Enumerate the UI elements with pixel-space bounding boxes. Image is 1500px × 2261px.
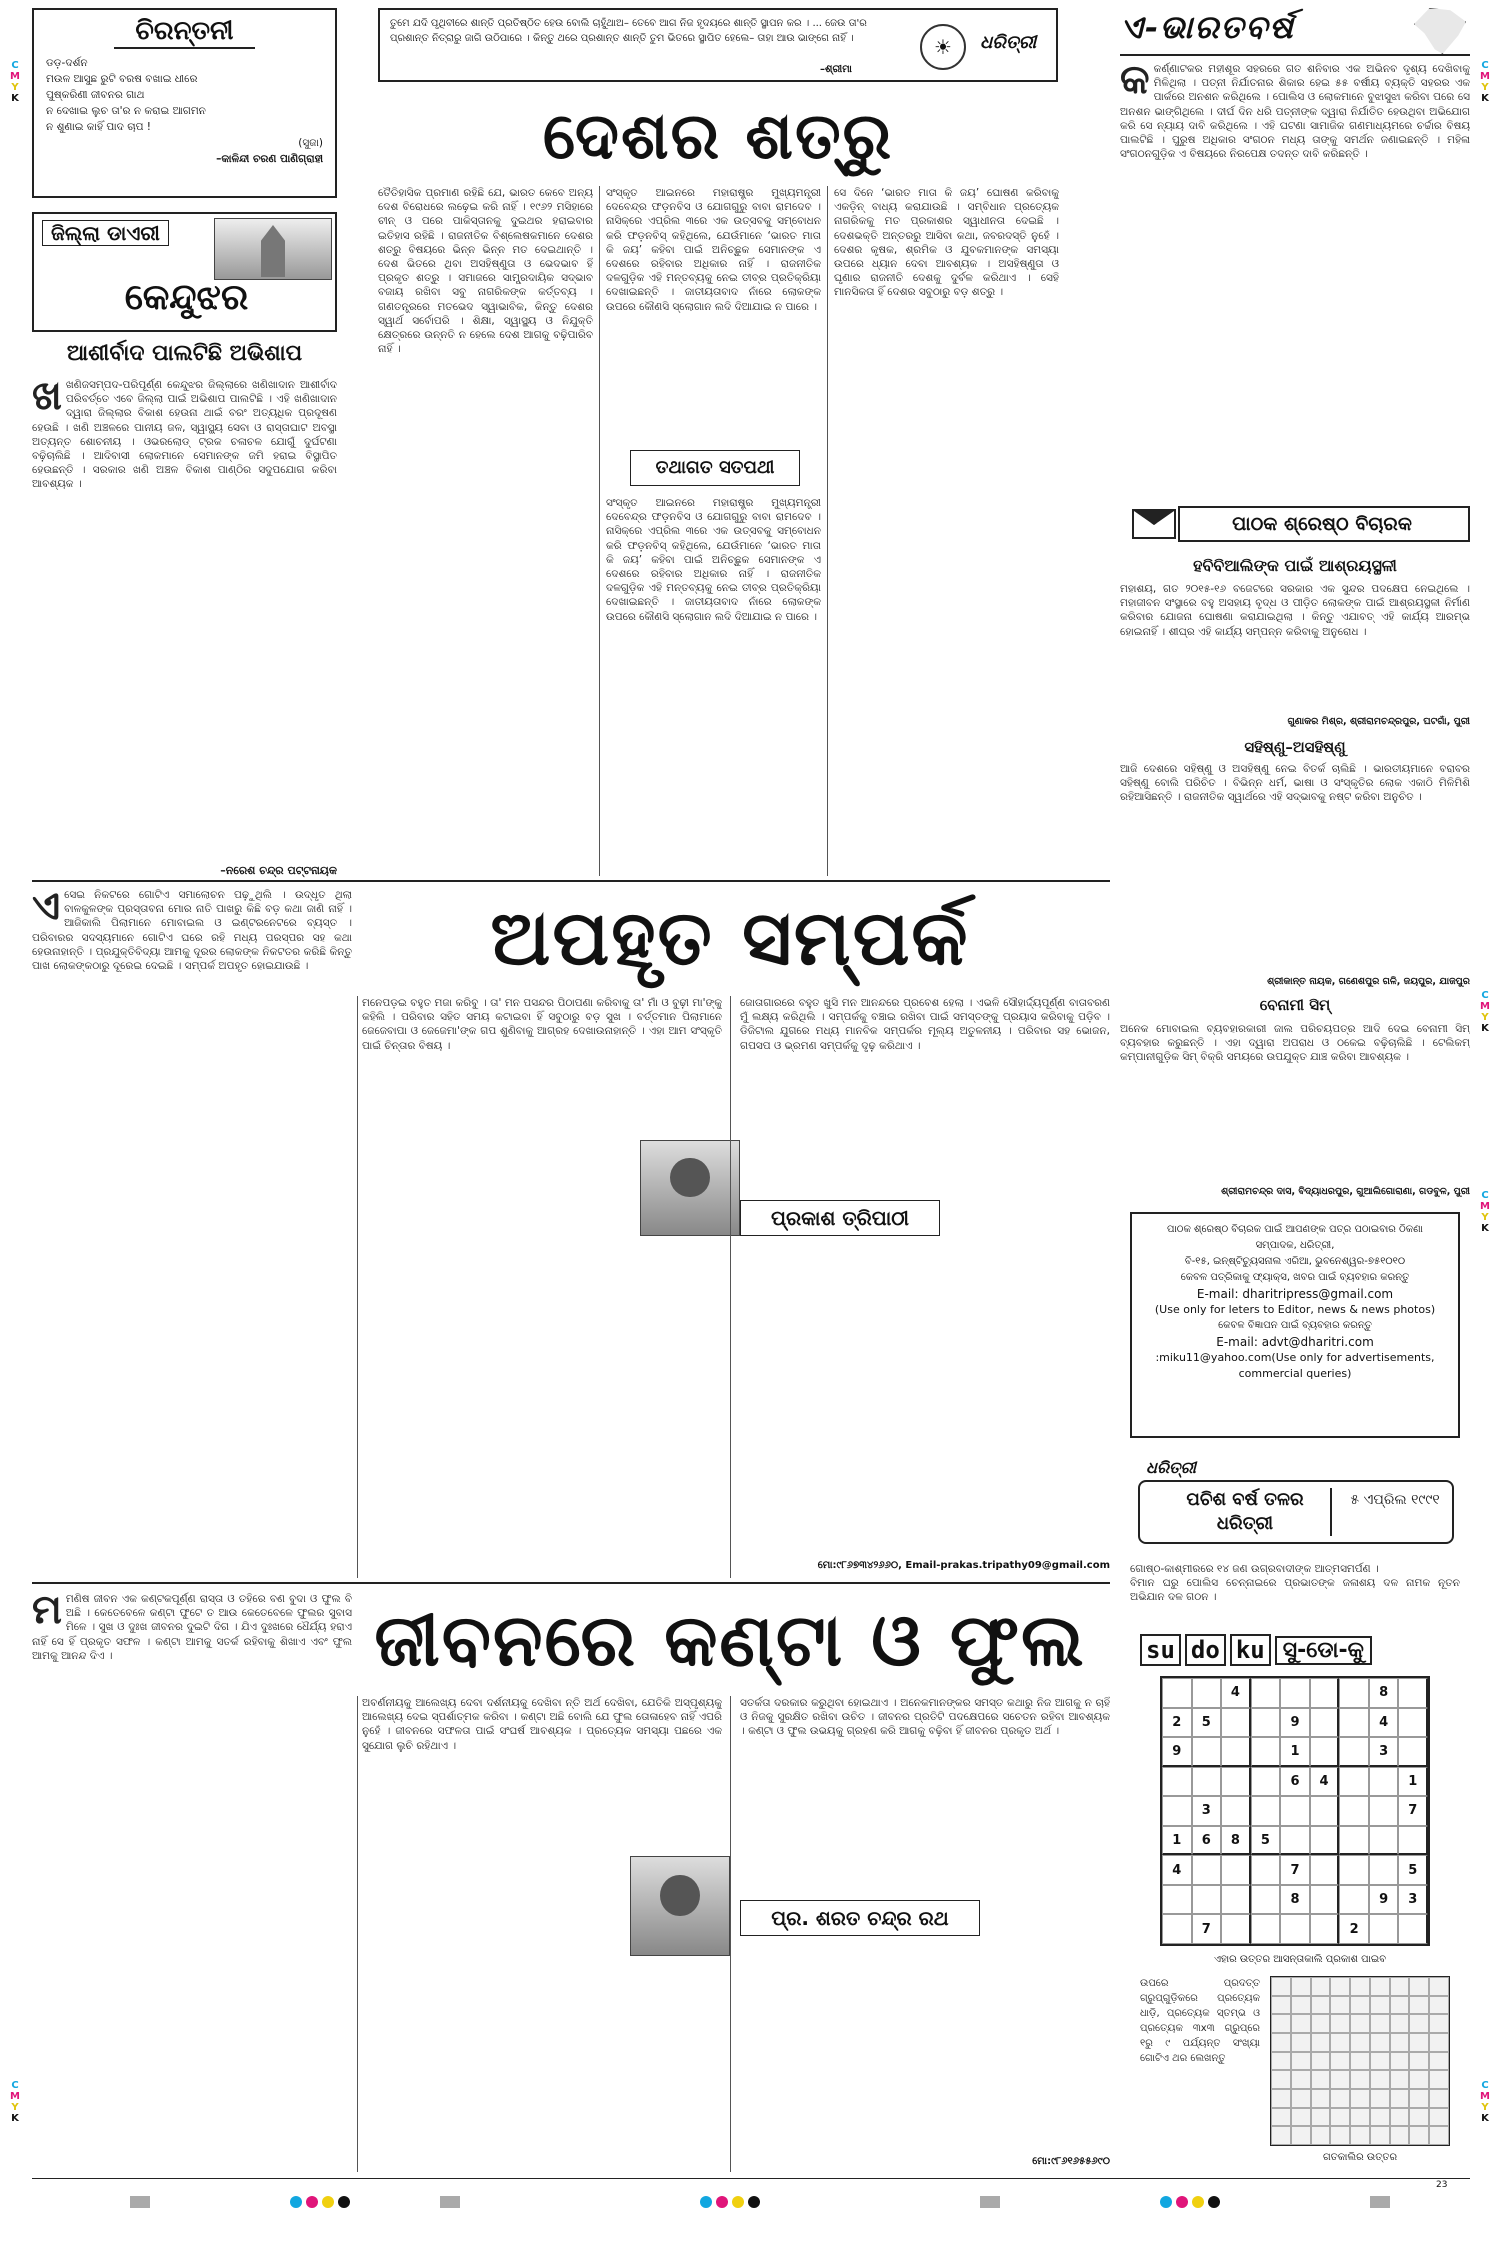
sudoku-cell[interactable] <box>1310 1826 1340 1856</box>
registration-dot-magenta <box>716 2196 728 2208</box>
registration-dot-cyan <box>1160 2196 1172 2208</box>
solution-cell <box>1370 2052 1390 2071</box>
sudoku-cell[interactable]: 7 <box>1280 1855 1310 1885</box>
column-rule <box>730 1696 731 2172</box>
solution-cell <box>1330 2089 1350 2108</box>
sudoku-cell[interactable]: 5 <box>1398 1855 1428 1885</box>
third-col-3: ସତର୍କତା ଦରକାର କରୁଥିବା ହୋଇଥାଏ । ଅନେକମାନଙ୍କର ସମସ୍ତ କଥାରୁ ନିଜ ଆଗକୁ ନ ଚାହିଁ ଓ ନିଜକୁ ସୁରକ୍ଷିତ ରଖିବା ଉଚିତ । ଜୀବନର ପ୍ରତିଟି ପଦକ୍ଷେପରେ ସଚେତନ ରହିବା ଆବଶ୍ୟକ । କଣ୍ଟା ଓ ଫୁଲ ଉଭୟକୁ ଗ୍ରହଣ କରି ଆଗକୁ ବଢ଼ିବା ହିଁ ଜୀବନର ପ୍ରକୃତ ଅର୍ଥ । <box>740 1697 1110 1738</box>
column-rule <box>357 1696 358 2172</box>
editorial-col-3: ସେ ଦିନେ ‘ଭାରତ ମାତା କି ଜୟ’ ଘୋଷଣ କରିବାକୁ ଏକଡ଼ିନ୍ ବାଧ୍ୟ କରାଯାଉଛି । ସମ୍ବିଧାନ ପ୍ରତ୍ୟେକ ନାଗରିକକୁ ମତ ପ୍ରକାଶର ସ୍ୱାଧୀନତା ଦେଇଛି । ଦେଶଭକ୍ତି ଅନ୍ତରରୁ ଆସିବା କଥା, ଜବରଦସ୍ତି ନୁହେଁ । ଦେଶର କୃଷକ, ଶ୍ରମିକ ଓ ଯୁବକମାନଙ୍କ ସମସ୍ୟା ଉପରେ ଧ୍ୟାନ ଦେବା ଆବଶ୍ୟକ । ଅସହିଷ୍ଣୁତା ଓ ଘୃଣାର ରାଜନୀତି ଦେଶକୁ ଦୁର୍ବଳ କରିଥାଏ । ସେହି ମାନସିକତା ହିଁ ଦେଶର ସବୁଠାରୁ ବଡ଼ ଶତ୍ରୁ । <box>834 187 1059 299</box>
solution-cell <box>1429 2126 1449 2145</box>
sudoku-title-do: do <box>1185 1634 1226 1666</box>
solution-cell <box>1390 2052 1410 2071</box>
sudoku-cell[interactable] <box>1310 1678 1340 1708</box>
solution-cell <box>1330 2014 1350 2033</box>
solution-cell <box>1390 1977 1410 1996</box>
solution-cell <box>1271 1996 1291 2015</box>
district-body: ଖଖଣିଜସମ୍ପଦ-ପରିପୂର୍ଣ୍ଣ କେନ୍ଦୁଝର ଜିଲ୍ଲାରେ ଖଣିଖାଦାନ ଆଶୀର୍ବାଦ ପରିବର୍ତ୍ତେ ଏବେ ଜିଲ୍ଲା ପାଇଁ ଅଭିଶାପ ପାଲଟିଛି । ଏହି ଖଣିଖାଦାନ ଦ୍ୱାରା ଜିଲ୍ଲାର ବିକାଶ ହେଉନା ଥାଇଁ ବରଂ ଅତ୍ୟଧିକ ପ୍ରଦୂଷଣ ହେଉଛି । ଖଣି ଅଞ୍ଚଳରେ ପାନୀୟ ଜଳ, ସ୍ୱାସ୍ଥ୍ୟ ସେବା ଓ ରାସ୍ତାଘାଟ ଅବସ୍ଥା ଅତ୍ୟନ୍ତ ଶୋଚନୀୟ । ଓଭରଲୋଡ୍ ଟ୍ରକ ଚଳାଚଳ ଯୋଗୁଁ ଦୁର୍ଘଟଣା ବଢ଼ିଚାଲିଛି । ଆଦିବାସୀ ଲୋକମାନେ ସେମାନଙ୍କ ଜମି ହରାଇ ବିସ୍ଥାପିତ ହେଉଛନ୍ତି । ସରକାର ଖଣି ଅଞ୍ଚଳ ବିକାଶ ପାଣ୍ଠିର ସଦୁପଯୋଗ କରିବା ଆବଶ୍ୟକ । <box>32 378 337 491</box>
sudoku-cell[interactable] <box>1339 1796 1369 1826</box>
sudoku-cell[interactable] <box>1221 1885 1251 1915</box>
sudoku-cell[interactable]: 6 <box>1192 1826 1222 1856</box>
registration-dot-cyan <box>700 2196 712 2208</box>
solution-cell <box>1350 2108 1370 2127</box>
sudoku-cell[interactable] <box>1339 1855 1369 1885</box>
main-headline: ଦେଶର ଶତ୍ରୁ <box>542 99 894 174</box>
sudoku-cell[interactable]: 9 <box>1162 1737 1192 1767</box>
registration-dot-cyan <box>290 2196 302 2208</box>
section-divider <box>32 880 1110 882</box>
solution-cell <box>1291 2052 1311 2071</box>
author-photo <box>640 1140 740 1236</box>
sudoku-cell[interactable]: 7 <box>1192 1914 1222 1944</box>
letter1-body: ମହାଶୟ, ଗତ ୨୦୧୫-୧୬ ବଜେଟରେ ସରକାର ଏକ ସୁନ୍ଦର ପଦକ୍ଷେପ ନେଇଥିଲେ । ମହାଜୀବନ ସଂସ୍ଥାରେ ବହୁ ଅସହାୟ ବୃଦ୍ଧ ଓ ପୀଡ଼ିତ ଲୋକଙ୍କ ପାଇଁ ଆଶ୍ରୟସ୍ଥଳୀ ନିର୍ମାଣ କରିବାର ଯୋଜନା ଘୋଷଣା କରାଯାଇଥିଲା । କିନ୍ତୁ ଏଯାବତ୍ ଏହି କାର୍ଯ୍ୟ ଆରମ୍ଭ ହୋଇନାହିଁ । ଶୀଘ୍ର ଏହି କାର୍ଯ୍ୟ ସମ୍ପନ୍ନ କରିବାକୁ ଅନୁରୋଧ । <box>1120 583 1470 638</box>
sudoku-cell[interactable] <box>1192 1678 1222 1708</box>
sudoku-cell[interactable] <box>1280 1796 1310 1826</box>
solution-cell <box>1271 1977 1291 1996</box>
second-author: ପ୍ରକାଶ ତ୍ରିପାଠୀ <box>740 1200 940 1236</box>
sudoku-cell[interactable]: 4 <box>1162 1855 1192 1885</box>
solution-cell <box>1429 2033 1449 2052</box>
sudoku-cell[interactable] <box>1251 1914 1281 1944</box>
section-divider <box>32 1582 1110 1584</box>
letter2-title: ସହିଷ୍ଣୁ–ଅସହିଷ୍ଣୁ <box>1244 738 1346 756</box>
cmyk-mark-right-top: C M Y K <box>1480 60 1490 104</box>
sudoku-cell[interactable] <box>1192 1767 1222 1797</box>
chirantani-source: (ସୁଜା) <box>298 137 323 149</box>
solution-cell <box>1350 1996 1370 2015</box>
sudoku-cell[interactable] <box>1251 1796 1281 1826</box>
sudoku-cell[interactable] <box>1339 1826 1369 1856</box>
solution-cell <box>1311 2070 1331 2089</box>
sudoku-cell[interactable] <box>1310 1796 1340 1826</box>
sudoku-solution-grid <box>1270 1976 1450 2146</box>
sudoku-cell[interactable]: 5 <box>1251 1826 1281 1856</box>
sudoku-cell[interactable]: 3 <box>1192 1796 1222 1826</box>
solution-cell <box>1271 2089 1291 2108</box>
sudoku-cell[interactable]: 1 <box>1280 1737 1310 1767</box>
sudoku-cell[interactable] <box>1398 1737 1428 1767</box>
third-author: ପ୍ର. ଶରତ ଚନ୍ଦ୍ର ରଥ <box>740 1900 980 1936</box>
sudoku-cell[interactable] <box>1251 1885 1281 1915</box>
letter3-title: ବେନାମୀ ସିମ୍ <box>1259 996 1331 1014</box>
solution-cell <box>1271 2108 1291 2127</box>
quote-text: ତୁମେ ଯଦି ପୃଥିବୀରେ ଶାନ୍ତି ପ୍ରତିଷ୍ଠିତ ହେଉ ବୋଲି ଚାହୁଁଥାଅ– ତେବେ ଆଗ ନିଜ ହୃଦୟରେ ଶାନ୍ତି ସ୍ଥାପନ କର । ... ଜେଉ ତା'ର ପ୍ରଶାନ୍ତ ନିତ୍ରାରୁ ଜାଗି ଉଠିପାରେ । କିନ୍ତୁ ଥରେ ପ୍ରଶାନ୍ତ ଶାନ୍ତି ତୁମ ଭିତରେ ସ୍ଥାପିତ ହେଲେ– ତାହା ଆଉ ଭାଙ୍ଗେ ନାହିଁ । <box>390 18 867 44</box>
sudoku-cell[interactable] <box>1280 1914 1310 1944</box>
solution-cell <box>1291 2089 1311 2108</box>
sudoku-cell[interactable] <box>1310 1708 1340 1738</box>
sudoku-cell[interactable] <box>1251 1767 1281 1797</box>
address-box <box>1130 1212 1460 1438</box>
sudoku-cell[interactable] <box>1310 1885 1340 1915</box>
solution-cell <box>1370 2033 1390 2052</box>
sudoku-cell[interactable] <box>1192 1855 1222 1885</box>
anniversary-items <box>1130 1562 1460 1622</box>
sudoku-cell[interactable] <box>1369 1796 1399 1826</box>
solution-cell <box>1370 2089 1390 2108</box>
letter1-title: ହବିବିଆଲିଙ୍କ ପାଇଁ ଆଶ୍ରୟସ୍ଥଳୀ <box>1193 556 1397 575</box>
solution-cell <box>1350 2052 1370 2071</box>
sudoku-cell[interactable] <box>1162 1914 1192 1944</box>
column-rule <box>827 186 828 876</box>
sudoku-cell[interactable] <box>1221 1855 1251 1885</box>
email-note: (Use only for leters to Editor, news & news photos) <box>1154 1303 1436 1316</box>
solution-cell <box>1429 2108 1449 2127</box>
solution-cell <box>1409 2070 1429 2089</box>
solution-cell <box>1370 2126 1390 2145</box>
solution-cell <box>1311 2033 1331 2052</box>
quote-author: –ଶ୍ରୀମା <box>820 64 852 75</box>
solution-cell <box>1291 2014 1311 2033</box>
ad-email-alt[interactable]: :miku11@yahoo.com(Use only for advertisements, commercial queries) <box>1155 1351 1435 1380</box>
sudoku-cell[interactable] <box>1280 1678 1310 1708</box>
anniversary-label: ପଚିଶ ବର୍ଷ ତଳର ଧରିତ୍ରୀ <box>1186 1489 1304 1534</box>
solution-cell <box>1291 2108 1311 2127</box>
letter1-author: ଗୁଣାକର ମିଶ୍ର, ଶ୍ରୀରାମଚନ୍ଦ୍ରପୁର, ଘଟଗାଁ, ପୁରୀ <box>1287 716 1470 727</box>
chirantani-line: ମଉଳ ଆସୁଛ ରୁଟି ବରଷ ବଖାଇ ଧୀରେ <box>46 73 198 85</box>
solution-cell <box>1311 1977 1331 1996</box>
print-grey-block <box>980 2196 1000 2208</box>
footer-rule <box>32 2178 1470 2179</box>
solution-cell <box>1330 2126 1350 2145</box>
sudoku-cell[interactable] <box>1398 1708 1428 1738</box>
solution-cell <box>1291 2033 1311 2052</box>
solution-cell <box>1390 2089 1410 2108</box>
sudoku-cell[interactable]: 8 <box>1369 1678 1399 1708</box>
temple-icon <box>214 218 332 280</box>
solution-cell <box>1311 2108 1331 2127</box>
solution-cell <box>1311 2014 1331 2033</box>
solution-cell <box>1409 2052 1429 2071</box>
sudoku-cell[interactable] <box>1339 1678 1369 1708</box>
address-line: ସମ୍ପାଦକ, ଧରିତ୍ରୀ, <box>1255 1240 1335 1251</box>
solution-cell <box>1429 2070 1449 2089</box>
sudoku-cell[interactable]: 1 <box>1162 1826 1192 1856</box>
sudoku-cell[interactable] <box>1310 1855 1340 1885</box>
second-footer: ମୋ:୯୮୬୭୩୪୨୬୬୦, Email-prakas.tripathy09@gmail.com <box>817 1560 1110 1571</box>
sudoku-cell[interactable] <box>1251 1708 1281 1738</box>
sudoku-cell[interactable]: 1 <box>1398 1767 1428 1797</box>
solution-cell <box>1291 1977 1311 1996</box>
sudoku-cell[interactable] <box>1369 1914 1399 1944</box>
sudoku-cell[interactable] <box>1339 1885 1369 1915</box>
registration-dot-magenta <box>1176 2196 1188 2208</box>
solution-cell <box>1271 2052 1291 2071</box>
sudoku-cell[interactable]: 3 <box>1398 1885 1428 1915</box>
solution-cell <box>1350 2033 1370 2052</box>
solution-cell <box>1350 1977 1370 1996</box>
solution-cell <box>1350 2126 1370 2145</box>
anniversary-item: ଗୋଷ୍ଠ-କାଶ୍ମୀରରେ ୧୪ ଜଣ ଉଗ୍ରବାଦୀଙ୍କ ଆତ୍ମସମର୍ପଣ । <box>1130 1563 1379 1575</box>
solution-cell <box>1271 2126 1291 2145</box>
chirantani-title: ଚିରନ୍ତନୀ <box>114 16 255 49</box>
ad-note: କେବଳ ବିଜ୍ଞାପନ ପାଇଁ ବ୍ୟବହାର କରନ୍ତୁ <box>1218 1320 1372 1331</box>
district-diary-label: ଜିଲ୍ଲା ଡାଏରୀ <box>42 220 169 246</box>
solution-cell <box>1311 2126 1331 2145</box>
letter3-author: ଶ୍ରୀରାମଚନ୍ଦ୍ର ଦାସ, ବିଦ୍ୟାଧରପୁର, ଗୁଆଲିଗୋରାଣା, ଗଡବୁଳ, ପୁରୀ <box>1221 1186 1470 1197</box>
sudoku-cell[interactable]: 7 <box>1398 1796 1428 1826</box>
registration-dot-black <box>748 2196 760 2208</box>
editorial-col-1: ତୈତିହାସିକ ପ୍ରମାଣ ରହିଛି ଯେ, ଭାରତ କେବେ ଅନ୍ୟ ଦେଶ ବିରୋଧରେ ଲଢ଼େଇ କରି ନାହିଁ । ୧୯୬୨ ମସିହାରେ ଚୀନ୍ ଓ ପରେ ପାକିସ୍ତାନକୁ ଦୁଇଥର ହରାଇବାର ଇତିହାସ ରହିଛି । ରାଜନୀତିକ ବିଶ୍ଲେଷକମାନେ ଦେଶର ଶତ୍ରୁ ବିଷୟରେ ଭିନ୍ନ ଭିନ୍ନ ମତ ଦେଇଥାନ୍ତି । ଦେଶ ଭିତରେ ଥିବା ଅସହିଷ୍ଣୁତା ଓ ଭେଦଭାବ ହିଁ ପ୍ରକୃତ ଶତ୍ରୁ । ସମାଜରେ ସାମ୍ପ୍ରଦାୟିକ ସଦ୍ଭାବ ବଜାୟ ରଖିବା ସବୁ ନାଗରିକଙ୍କ କର୍ତ୍ତବ୍ୟ । ଗଣତନ୍ତ୍ରରେ ମତଭେଦ ସ୍ୱାଭାବିକ, କିନ୍ତୁ ଦେଶର ସ୍ୱାର୍ଥ ସର୍ବୋପରି । ଶିକ୍ଷା, ସ୍ୱାସ୍ଥ୍ୟ ଓ ନିଯୁକ୍ତି କ୍ଷେତ୍ରରେ ଉନ୍ନତି ନ ହେଲେ ଦେଶ ଆଗକୁ ବଢ଼ିପାରିବ ନାହିଁ । <box>378 187 593 356</box>
letter3-body: ଅନେକ ମୋବାଇଲ ବ୍ୟବହାରକାରୀ ଜାଲ ପରିଚୟପତ୍ର ଆଦି ଦେଇ ବେନାମୀ ସିମ୍ ବ୍ୟବହାର କରୁଛନ୍ତି । ଏହା ଦ୍ୱାରା ଅପରାଧ ଓ ଠକେଇ ବଢ଼ିଚାଲିଛି । ଟେଲିକମ୍ କମ୍ପାନୀଗୁଡ଼ିକ ସିମ୍ ବିକ୍ରି ସମୟରେ ଉପଯୁକ୍ତ ଯାଞ୍ଚ କରିବା ଆବଶ୍ୟକ । <box>1120 1023 1470 1064</box>
solution-cell <box>1271 2014 1291 2033</box>
cmyk-mark-left-top: C M Y K <box>10 60 20 104</box>
sudoku-cell[interactable]: 8 <box>1280 1885 1310 1915</box>
sudoku-title-odia: ସୁ-ଡୋ-କୁ <box>1275 1636 1372 1665</box>
district-author: –ନରେଶ ଚନ୍ଦ୍ର ପଟ୍ଟନାୟକ <box>220 864 337 877</box>
solution-cell <box>1350 2070 1370 2089</box>
solution-cell <box>1291 2126 1311 2145</box>
solution-cell <box>1330 1996 1350 2015</box>
envelope-icon <box>1132 509 1176 539</box>
sudoku-cell[interactable] <box>1398 1826 1428 1856</box>
sudoku-cell[interactable] <box>1162 1796 1192 1826</box>
column-rule <box>357 996 358 1578</box>
sudoku-cell[interactable] <box>1221 1914 1251 1944</box>
editorial-author: ତଥାଗତ ସତପଥୀ <box>630 450 800 486</box>
reader-banner-title: ପାଠକ ଶ୍ରେଷ୍ଠ ବିଚାରକ <box>1232 513 1412 535</box>
chirantani-author: –କାଳିନ୍ଦୀ ଚରଣ ପାଣିଗ୍ରାହୀ <box>216 153 323 165</box>
sudoku-cell[interactable]: 4 <box>1369 1708 1399 1738</box>
sudoku-cell[interactable]: 9 <box>1280 1708 1310 1738</box>
solution-cell <box>1330 1977 1350 1996</box>
sudoku-cell[interactable]: 8 <box>1221 1826 1251 1856</box>
sudoku-cell[interactable] <box>1251 1737 1281 1767</box>
sudoku-title-su: su <box>1140 1634 1181 1666</box>
solution-cell <box>1330 2033 1350 2052</box>
second-col-3: ଜୋତାଗାରରେ ବହୁତ ଖୁସି ମନ ଆନନ୍ଦରେ ପ୍ରବେଶ ହେଲା । ଏଭଳି ସୌହାର୍ଦ୍ଦ୍ୟପୂର୍ଣ୍ଣ ବାତାବରଣ ମୁଁ ଲକ୍ଷ୍ୟ କରିଥିଲି । ସମ୍ପର୍କକୁ ବଞ୍ଚାଇ ରଖିବା ପାଇଁ ସମସ୍ତଙ୍କୁ ପ୍ରୟାସ କରିବାକୁ ପଡ଼ିବ । ଡିଜିଟାଲ ଯୁଗରେ ମଧ୍ୟ ମାନବିକ ସମ୍ପର୍କର ମୂଲ୍ୟ ଅତୁଳନୀୟ । ପରିବାର ସହ ଭୋଜନ, ଗପସପ ଓ ଭ୍ରମଣ ସମ୍ପର୍କକୁ ଦୃଢ଼ କରିଥାଏ । <box>740 997 1110 1052</box>
solution-cell <box>1390 2108 1410 2127</box>
solution-cell <box>1429 1977 1449 1996</box>
sudoku-cell[interactable]: 5 <box>1192 1708 1222 1738</box>
solution-cell <box>1350 2014 1370 2033</box>
sudoku-title-ku: ku <box>1230 1634 1271 1666</box>
sudoku-cell[interactable] <box>1192 1885 1222 1915</box>
solution-cell <box>1330 2070 1350 2089</box>
solution-cell <box>1390 2014 1410 2033</box>
registration-dot-black <box>338 2196 350 2208</box>
anniversary-date: ୫ ଏପ୍ରିଲ ୧୯୯୧ <box>1350 1492 1440 1508</box>
address-title: ପାଠକ ଶ୍ରେଷ୍ଠ ବିଚାରକ ପାଇଁ ଆପଣଙ୍କ ପତ୍ର ପଠାଇବାର ଠିକଣା <box>1167 1224 1423 1235</box>
sudoku-cell[interactable] <box>1162 1767 1192 1797</box>
solution-cell <box>1370 1996 1390 2015</box>
second-col-1: ଏସେଇ ନିକଟରେ ଗୋଟିଏ ସମାଲୋଚନ ପଢ଼ୁଥିଲି । ଉଦ୍ଧୃତ ଥିଲା ବାଳକୁଳଙ୍କ ପ୍ରସ୍ତାବନା ମୋର ନାତି ପାଖରୁ କିଛି ବଡ଼ କଥା ଜାଣି ନାହିଁ । ଆଜିକାଲି ପିଲାମାନେ ମୋବାଇଲ ଓ ଇଣ୍ଟରନେଟରେ ବ୍ୟସ୍ତ । ପରିବାରର ସଦସ୍ୟମାନେ ଗୋଟିଏ ଘରେ ରହି ମଧ୍ୟ ପରସ୍ପର ସହ କଥା ହେଉନାହାନ୍ତି । ପ୍ରଯୁକ୍ତିବିଦ୍ୟା ଆମକୁ ଦୂରର ଲୋକଙ୍କ ନିକଟତର କରିଛି କିନ୍ତୁ ପାଖ ଲୋକଙ୍କଠାରୁ ଦୂରେଇ ଦେଇଛି । ସମ୍ପର୍କ ଅପହୃତ ହୋଇଯାଉଛି । <box>32 888 352 973</box>
sudoku-cell[interactable] <box>1221 1767 1251 1797</box>
print-grey-block <box>130 2196 150 2208</box>
solution-cell <box>1271 2070 1291 2089</box>
solution-cell <box>1291 1996 1311 2015</box>
third-col-1: ମମଣିଷ ଜୀବନ ଏକ କଣ୍ଟକପୂର୍ଣ୍ଣ ରାସ୍ତା ଓ ତହିରେ ବଣ ବୁଦା ଓ ଫୁଲ ବି ଅଛି । କେତେବେଳେ କଣ୍ଟା ଫୁଟେ ତ ଆଉ କେତେବେଳେ ଫୁଲର ସୁବାସ ମିଳେ । ସୁଖ ଓ ଦୁଃଖ ଜୀବନର ଦୁଇଟି ଦିଗ । ଯିଏ ଦୁଃଖରେ ଧୈର୍ଯ୍ୟ ହରାଏ ନାହିଁ ସେ ହିଁ ପ୍ରକୃତ ସଫଳ । କଣ୍ଟା ଆମକୁ ସତର୍କ ରହିବାକୁ ଶିଖାଏ ଏବଂ ଫୁଲ ଆମକୁ ଆନନ୍ଦ ଦିଏ । <box>32 1592 352 1662</box>
anniversary-item: ବିମାନ ଘରୁ ପୋଲିସ ଚେନ୍ନାଇରେ ପ୍ରଭାତଙ୍କ ଜଳାଶୟ ଦଳ ନାମକ ନୂତନ ଅଭିଯାନ ଦଳ ଗଠନ । <box>1130 1577 1460 1604</box>
sudoku-cell[interactable]: 2 <box>1162 1708 1192 1738</box>
sudoku-instructions: ଉପରେ ପ୍ରଦତ୍ତ ଗ୍ରୁପ୍‌ଗୁଡ଼ିକରେ ପ୍ରତ୍ୟେକ ଧାଡ଼ି, ପ୍ରତ୍ୟେକ ସ୍ତମ୍ଭ ଓ ପ୍ରତ୍ୟେକ ୩x୩ ଗ୍ରୁପ୍‌ରେ ୧ରୁ ୯ ପର୍ଯ୍ୟନ୍ତ ସଂଖ୍ୟା ଗୋଟିଏ ଥର ଲେଖନ୍ତୁ <box>1140 1978 1260 2064</box>
sudoku-caption: ଏହାର ଉତ୍ତର ଆସନ୍ତାକାଲି ପ୍ରକାଶ ପାଇବ <box>1213 1954 1387 1965</box>
cmyk-mark-right-bottom: C M Y K <box>1480 2080 1490 2124</box>
chirantani-line: ପୁଷ୍କରିଣୀ ଜୀବନର ଗାଥ <box>46 89 145 101</box>
letter2-body: ଆଜି ଦେଶରେ ସହିଷ୍ଣୁ ଓ ଅସହିଷ୍ଣୁ ନେଇ ବିତର୍କ ଚାଲିଛି । ଭାରତୀୟମାନେ ବରାବର ସହିଷ୍ଣୁ ବୋଲି ପରିଚିତ । ବିଭିନ୍ନ ଧର୍ମ, ଭାଷା ଓ ସଂସ୍କୃତିର ଲୋକ ଏକାଠି ମିଳିମିଶି ରହିଆସିଛନ୍ତି । ରାଜନୀତିକ ସ୍ୱାର୍ଥରେ ଏହି ସଦ୍ଭାବକୁ ନଷ୍ଟ କରିବା ଅନୁଚିତ । <box>1120 763 1470 804</box>
second-headline: ଅପହୃତ ସମ୍ପର୍କ <box>490 893 970 982</box>
sudoku-cell[interactable] <box>1369 1855 1399 1885</box>
sudoku-title <box>1140 1630 1460 1670</box>
sun-icon: ☀ <box>920 24 966 70</box>
solution-cell <box>1390 2033 1410 2052</box>
editorial-col-2b: ସଂସ୍କୃତ ଆଇନରେ ମହାରାଷ୍ଟ୍ର ମୁଖ୍ୟମନ୍ତ୍ରୀ ଦେବେନ୍ଦ୍ର ଫଡ଼ନବିସ ଓ ଯୋଗଗୁରୁ ବାବା ରାମଦେବ । ନାସିକ୍‌ରେ ଏପ୍ରିଲ ୩ରେ ଏକ ଉତ୍ସବକୁ ସମ୍ବୋଧନ କରି ଫଡ଼ନବିସ୍ କହିଥିଲେ, ଯେଉଁମାନେ ‘ଭାରତ ମାତା କି ଜୟ’ କହିବା ପାଇଁ ଅନିଚ୍ଛୁକ ସେମାନଙ୍କ ଏ ଦେଶରେ ରହିବାର ଅଧିକାର ନାହିଁ । ରାଜନୀତିକ ଦଳଗୁଡ଼ିକ ଏହି ମନ୍ତବ୍ୟକୁ ନେଇ ତୀବ୍ର ପ୍ରତିକ୍ରିୟା ଦେଖାଇଛନ୍ତି । ଜାତୀୟତାବାଦ ନାଁରେ ଲୋକଙ୍କ ଉପରେ କୌଣସି ସ୍ଲୋଗାନ ଲଦି ଦିଆଯାଇ ନ ପାରେ । <box>606 497 821 623</box>
email-link[interactable]: E-mail: dharitripress@gmail.com <box>1196 1287 1394 1301</box>
district-headline: ଆଶୀର୍ବାଦ ପାଲଟିଛି ଅଭିଶାପ <box>66 340 303 366</box>
registration-dot-yellow <box>1192 2196 1204 2208</box>
solution-cell <box>1370 2014 1390 2033</box>
sudoku-cell[interactable] <box>1310 1737 1340 1767</box>
sudoku-cell[interactable] <box>1192 1737 1222 1767</box>
anniversary-logo: ଧରିତ୍ରୀ <box>1146 1458 1196 1477</box>
sudoku-solution-label: ଗତକାଲିର ଉତ୍ତର <box>1322 2152 1398 2163</box>
sudoku-cell[interactable]: 4 <box>1310 1767 1340 1797</box>
anniversary-frame <box>1138 1480 1454 1544</box>
sudoku-cell[interactable] <box>1221 1708 1251 1738</box>
print-grey-block <box>440 2196 460 2208</box>
sudoku-cell[interactable] <box>1398 1914 1428 1944</box>
solution-cell <box>1409 2014 1429 2033</box>
solution-cell <box>1311 2052 1331 2071</box>
column-rule <box>730 996 731 1578</box>
solution-cell <box>1311 1996 1331 2015</box>
chirantani-line: ନ ଦେଖାଇ ଲୁଚ ତା'ର ନ କରାଇ ଆଗମନ <box>46 105 206 117</box>
column-rule <box>599 186 600 876</box>
solution-cell <box>1390 2070 1410 2089</box>
solution-cell <box>1390 1996 1410 2015</box>
solution-cell <box>1311 2089 1331 2108</box>
registration-dot-magenta <box>306 2196 318 2208</box>
sudoku-cell[interactable] <box>1251 1855 1281 1885</box>
solution-cell <box>1409 2089 1429 2108</box>
third-col-2: ଅବର୍ଣନୀୟକୁ ଆଲେଖ୍ୟ ଦେବା ଦର୍ଶନୀୟକୁ ଦେଖିବା ନ୍ତି ଅର୍ଥ ଦେଖିବା, ଯେତିକି ଅସ୍ପୃଶ୍ୟକୁ ଆଲେଖ୍ୟ ଦେଇ ସ୍ପର୍ଶାତ୍ମକ କରିବା । କଣ୍ଟା ଅଛି ବୋଲି ଯେ ଫୁଲ ତୋଳାହେବ ନାହିଁ ଏପରି ନୁହେଁ । ଜୀବନରେ ସଫଳତା ପାଇଁ ସଂଘର୍ଷ ଆବଶ୍ୟକ । ପ୍ରତ୍ୟେକ ସମସ୍ୟା ପଛରେ ଏକ ସୁଯୋଗ ଲୁଚି ରହିଥାଏ । <box>362 1697 722 1752</box>
anniversary-box <box>1130 1458 1460 1558</box>
sudoku-grid[interactable] <box>1160 1676 1430 1946</box>
chirantani-line: ଡଡ଼-ଦର୍ଶନ <box>46 57 88 69</box>
sudoku-cell[interactable]: 3 <box>1369 1737 1399 1767</box>
solution-cell <box>1390 2126 1410 2145</box>
sudoku-cell[interactable] <box>1221 1796 1251 1826</box>
solution-cell <box>1409 2108 1429 2127</box>
ebharat-body: କକର୍ଣ୍ଣାଟକର ମହୀଶୂର ସହରରେ ଗତ ଶନିବାର ଏକ ଅଭିନବ ଦୃଶ୍ୟ ଦେଖିବାକୁ ମିଳିଥିଲା । ପତ୍ନୀ ନିର୍ଯାତନାର ଶିକାର ହେଇ ୫୫ ବର୍ଷୀୟ ବ୍ୟକ୍ତି ସହରର ଏକ ପାର୍କରେ ଅନଶନ କରିଥିଲେ । ପୋଲିସ ଓ ଲୋକମାନେ ବୁଝାସୁଝା କରିବା ପରେ ସେ ଅନଶନ ଭାଙ୍ଗିଥିଲେ । ଦୀର୍ଘ ଦିନ ଧରି ପତ୍ନୀଙ୍କ ଦ୍ୱାରା ନିର୍ଯାତିତ ହେଉଥିବା ଅଭିଯୋଗ କରି ସେ ନ୍ୟାୟ ଦାବି କରିଥିଲେ । ଏହି ଘଟଣା ସାମାଜିକ ଗଣମାଧ୍ୟମରେ ଚର୍ଚ୍ଚାର ବିଷୟ ପାଲଟିଛି । ପୁରୁଷ ଅଧିକାର ସଂଗଠନ ମଧ୍ୟ ତାଙ୍କୁ ସମର୍ଥନ ଜଣାଇଛନ୍ତି । ମହିଳା ସଂଗଠନଗୁଡ଼ିକ ଏ ବିଷୟରେ ନିରପେକ୍ଷ ତଦନ୍ତ ଦାବି କରିଛନ୍ତି । <box>1120 62 1470 161</box>
cmyk-mark-right-mid2: C M Y K <box>1480 1190 1490 1234</box>
sudoku-cell[interactable] <box>1339 1767 1369 1797</box>
chirantani-line: ନ ଶୁଣାଇ କାହିଁ ପାଦ ଚାପ ! <box>46 121 151 133</box>
print-grey-block <box>1370 2196 1390 2208</box>
sudoku-cell[interactable] <box>1162 1678 1192 1708</box>
solution-cell <box>1330 2052 1350 2071</box>
sudoku-cell[interactable] <box>1339 1737 1369 1767</box>
registration-dot-yellow <box>732 2196 744 2208</box>
ad-email-link[interactable]: E-mail: advt@dharitri.com <box>1216 1335 1374 1349</box>
registration-dot-yellow <box>322 2196 334 2208</box>
solution-cell <box>1370 2070 1390 2089</box>
solution-cell <box>1350 2089 1370 2108</box>
cmyk-mark-left-bottom: C M Y K <box>10 2080 20 2124</box>
sudoku-cell[interactable]: 9 <box>1369 1885 1399 1915</box>
solution-cell <box>1429 2014 1449 2033</box>
editorial-col-2a: ସଂସ୍କୃତ ଆଇନରେ ମହାରାଷ୍ଟ୍ର ମୁଖ୍ୟମନ୍ତ୍ରୀ ଦେବେନ୍ଦ୍ର ଫଡ଼ନବିସ ଓ ଯୋଗଗୁରୁ ବାବା ରାମଦେବ । ନାସିକ୍‌ରେ ଏପ୍ରିଲ ୩ରେ ଏକ ଉତ୍ସବକୁ ସମ୍ବୋଧନ କରି ଫଡ଼ନବିସ୍ କହିଥିଲେ, ଯେଉଁମାନେ ‘ଭାରତ ମାତା କି ଜୟ’ କହିବା ପାଇଁ ଅନିଚ୍ଛୁକ ସେମାନଙ୍କ ଏ ଦେଶରେ ରହିବାର ଅଧିକାର ନାହିଁ । ରାଜନୀତିକ ଦଳଗୁଡ଼ିକ ଏହି ମନ୍ତବ୍ୟକୁ ନେଇ ତୀବ୍ର ପ୍ରତିକ୍ରିୟା ଦେଖାଇଛନ୍ତି । ଜାତୀୟତାବାଦ ନାଁରେ ଲୋକଙ୍କ ଉପରେ କୌଣସି ସ୍ଲୋଗାନ ଲଦି ଦିଆଯାଇ ନ ପାରେ । <box>606 187 821 313</box>
sudoku-cell[interactable]: 6 <box>1280 1767 1310 1797</box>
solution-cell <box>1409 1977 1429 1996</box>
solution-cell <box>1429 1996 1449 2015</box>
dharitri-label: ଧରିତ୍ରୀ <box>980 32 1037 53</box>
district-diary-header <box>32 212 337 332</box>
sudoku-cell[interactable] <box>1369 1767 1399 1797</box>
solution-cell <box>1409 2126 1429 2145</box>
reader-banner <box>1178 506 1470 542</box>
solution-cell <box>1330 2108 1350 2127</box>
registration-dot-black <box>1208 2196 1220 2208</box>
third-headline: ଜୀବନରେ କଣ୍ଟା ଓ ଫୁଲ <box>374 1597 1086 1682</box>
sudoku-cell[interactable]: 2 <box>1339 1914 1369 1944</box>
letter2-author: ଶ୍ରୀକାନ୍ତ ନାୟକ, ଗଣେଶପୁର ଗଳି, ଜୟପୁର, ଯାଜପୁର <box>1267 976 1470 987</box>
page-number: 23 <box>1436 2180 1448 2190</box>
address-line: ବି-୧୫, ଇନ୍‌ଷ୍ଟିଚ୍ୟୁସନାଲ ଏରିଆ, ଭୁବନେଶ୍ୱର-୭୫୧୦୧୦ <box>1184 1256 1406 1267</box>
solution-cell <box>1409 2033 1429 2052</box>
solution-cell <box>1370 2108 1390 2127</box>
author-photo-2 <box>630 1856 730 1956</box>
sudoku-cell[interactable] <box>1221 1737 1251 1767</box>
solution-cell <box>1429 2052 1449 2071</box>
sudoku-cell[interactable] <box>1310 1914 1340 1944</box>
solution-cell <box>1370 1977 1390 1996</box>
sudoku-cell[interactable] <box>1251 1678 1281 1708</box>
ebharat-header <box>1120 8 1470 56</box>
chirantani-box <box>32 8 337 198</box>
solution-cell <box>1271 2033 1291 2052</box>
solution-cell <box>1291 2070 1311 2089</box>
district-name: କେନ୍ଦୁଝର <box>124 276 249 318</box>
sudoku-cell[interactable] <box>1369 1826 1399 1856</box>
sudoku-cell[interactable] <box>1162 1885 1192 1915</box>
solution-cell <box>1429 2089 1449 2108</box>
address-line: କେବଳ ପତ୍ରିକାକୁ ଫ୍ୟାକ୍ସ, ଖବର ପାଇଁ ବ୍ୟବହାର କରନ୍ତୁ <box>1180 1272 1410 1283</box>
quote-box <box>378 8 1058 82</box>
sudoku-cell[interactable]: 4 <box>1221 1678 1251 1708</box>
sudoku-cell[interactable] <box>1280 1826 1310 1856</box>
sudoku-cell[interactable] <box>1398 1678 1428 1708</box>
second-col-2: ମନେପଡ଼ଇ ବହୁତ ମଜା କରିବୁ । ତା' ମନ ପସନ୍ଦର ପିଠାପଣା କରିବାକୁ ତା' ମାଁ ଓ ବୁଢ଼ୀ ମା'ଙ୍କୁ କହିଲି । ପରିବାର ସହିତ ସମୟ କଟାଇବା ହିଁ ସବୁଠାରୁ ବଡ଼ ସୁଖ । ବର୍ତ୍ତମାନ ପିଲାମାନେ ଜେଜେବାପା ଓ ଜେଜେମା'ଙ୍କ ଗପ ଶୁଣିବାକୁ ଆଗ୍ରହ ଦେଖାଉନାହାନ୍ତି । ଏହା ଆମ ସଂସ୍କୃତି ପାଇଁ ଚିନ୍ତାର ବିଷୟ । <box>362 997 722 1052</box>
ebharat-title: ଏ-ଭାରତବର୍ଷ <box>1120 8 1295 46</box>
solution-cell <box>1409 1996 1429 2015</box>
sudoku-cell[interactable] <box>1339 1708 1369 1738</box>
cmyk-mark-right-mid: C M Y K <box>1480 990 1490 1034</box>
third-footer: ମୋ:୯୮୬୧୬୫୫୬୯୦ <box>1032 2156 1110 2167</box>
